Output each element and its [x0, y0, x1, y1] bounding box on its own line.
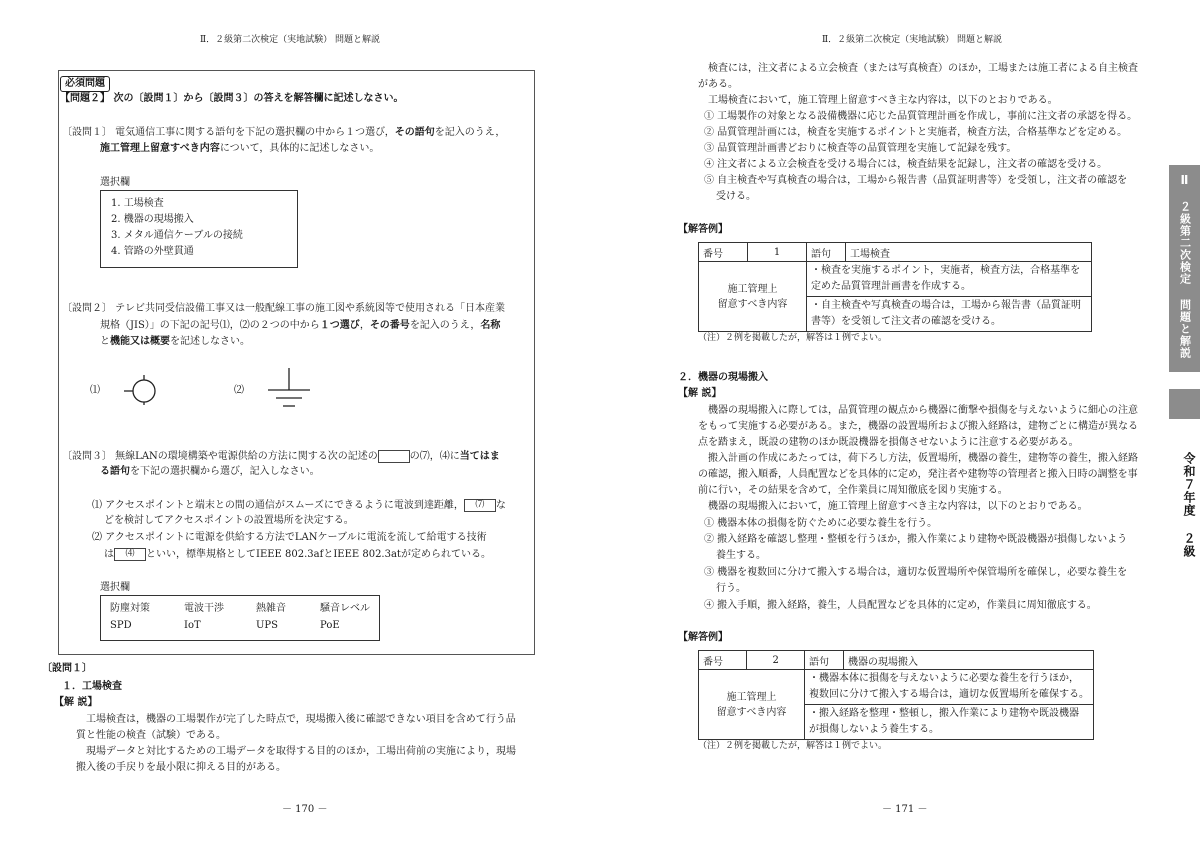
select-item-3: 3. メタル通信ケーブルの接続	[111, 230, 243, 241]
s1-text-e: について，具体的に記述しなさい。	[219, 143, 380, 154]
select-item-4: 4. 管路の外壁貫通	[111, 246, 194, 257]
s3-item1-text: ⑴ アクセスポイントと端末との間の通信がスムーズにできるように電波到達距離，	[92, 500, 464, 511]
content-line: ・機器本体に損傷を与えないように必要な養生を行うほか，	[808, 673, 1079, 684]
right-item-2: ② 品質管理計画には，検査を実施するポイントと実施者，検査方法，合格基準などを定める。	[704, 127, 1128, 138]
select-box-2	[100, 595, 380, 641]
s2-text-a: 規格（JIS）」の下記の記号⑴，⑵の２つの中から	[100, 320, 320, 331]
para-line: をもって実施する必要がある。また，機器の設置場所および搬入経路は，建物ごとに構造が異なる	[698, 421, 1138, 432]
s3-item1-line1	[92, 499, 506, 512]
option-interference: 電波干渉	[184, 603, 224, 614]
s1-line2	[100, 143, 379, 155]
antenna-symbol-icon	[124, 375, 164, 405]
para-line: 前に行い，その結果を含めて，全作業員に周知徹底を図り実施する。	[698, 485, 1008, 496]
right-item-5: ⑤ 自主検査や写真検査の場合は，工場から報告書（品質証明書等）を受領し，注文者の確認を	[704, 175, 1128, 186]
s2-text-d: その番号	[369, 320, 410, 331]
s3-text-c: 当てはま	[459, 451, 500, 462]
required-badge: 必須問題	[60, 76, 110, 92]
s1-text-b: その語句	[394, 127, 435, 138]
answer-content-2	[804, 705, 1093, 740]
running-header-left: Ⅱ．２級第二次検定（実地試験） 問題と解説	[200, 35, 380, 45]
content-line: が損傷しないよう養生する。	[808, 724, 939, 735]
point-label	[699, 262, 807, 332]
item2-2b: 養生する。	[716, 550, 766, 561]
para-1b: 質と性能の検査（試験）である。	[76, 730, 226, 741]
running-header-right: Ⅱ．２級第二次検定（実地試験） 問題と解説	[822, 35, 1002, 45]
word-value: 工場検査	[846, 243, 1092, 262]
num-value: 1	[748, 243, 807, 262]
right-item-3: ③ 品質管理計画書どおりに検査等の品質管理を実施して記録を残す。	[704, 143, 1017, 154]
s1-text-d: 施工管理上留意すべき内容	[100, 143, 220, 154]
s2-text-h: 機能又は概要	[110, 336, 170, 347]
option-poe: PoE	[320, 620, 340, 631]
para-2: 現場データと対比するための工場データを取得する目的のほか，工場出荷前の実施により，現場	[86, 746, 516, 757]
s3-text-d: る語句	[100, 466, 130, 477]
word-label: 語句	[804, 651, 843, 670]
option-spd: SPD	[110, 620, 132, 631]
word-value: 機器の現場搬入	[844, 651, 1094, 670]
num-value: 2	[747, 651, 805, 670]
s3-line2	[100, 466, 320, 478]
s3-item2-pre: は	[104, 549, 114, 560]
answer-heading: 〔設問１〕	[42, 663, 92, 674]
select-label-1: 選択欄	[100, 177, 130, 188]
s2-line2	[100, 320, 500, 332]
page-number-left: － 170 －	[282, 804, 328, 815]
question-frame	[58, 70, 535, 655]
s2-text-b: １つ選び	[319, 320, 360, 331]
para-line: の確認，搬入順番，人員配置などを具体的に定め，発注者や建物等の管理者と搬入日時の調整を事	[698, 469, 1138, 480]
right-item-1: ① 工場製作の対象となる設備機器に応じた品質管理計画を作成し，事前に注文者の承認を得る。	[704, 111, 1138, 122]
s2-line3	[100, 336, 250, 348]
s2-text-e: を記入のうえ，	[409, 320, 481, 331]
answer-table-2	[698, 650, 1094, 740]
para-line: 点を踏まえ，既設の建物のほか既設機器を損傷させないように注意する必要がある。	[698, 437, 1079, 448]
word-label: 語句	[807, 243, 846, 262]
s1-text-a: 〔設問１〕 電気通信工事に関する語句を下記の選択欄の中から１つ選び，	[62, 127, 395, 138]
side-tab-block	[1169, 389, 1200, 419]
content-line: 書等）を受領して注文者の確認を受ける。	[811, 316, 1001, 327]
content-line: ・搬入経路を整理・整頓し，搬入作業により建物や既設機器	[808, 708, 1079, 719]
symbol-1-label: ⑴	[90, 385, 100, 396]
s3-text-b: の⑺，⑷に	[409, 451, 460, 462]
option-ups: UPS	[256, 620, 279, 631]
point-label-2: 留意すべき内容	[716, 706, 787, 718]
kaisetsu-label-2: 【解 説】	[678, 388, 722, 399]
s2-text-f: 名称	[480, 320, 501, 331]
note-2: （注）２例を掲載したが，解答は１例でよい。	[698, 741, 888, 751]
item2-3: ③ 機器を複数回に分けて搬入する場合は，適切な仮置場所や保管場所を確保し，必要な養生を	[704, 567, 1128, 578]
point-label-1: 施工管理上	[727, 283, 778, 295]
blank-a-box: ⑺	[464, 499, 496, 512]
item2-1: ① 機器本体の損傷を防ぐために必要な養生を行う。	[704, 518, 938, 529]
s2-text-c: ，	[359, 320, 370, 331]
ground-symbol-icon	[266, 368, 312, 412]
right-item-4: ④ 注文者による立会検査を受ける場合には，検査結果を記録し，注文者の確認を受ける。	[704, 159, 1108, 170]
chapter-side-tab	[1169, 165, 1200, 372]
content-line: 複数回に分けて搬入する場合は，適切な仮置場所を確保する。	[808, 689, 1089, 700]
answer-content-1	[804, 670, 1093, 705]
option-iot: IoT	[184, 620, 201, 631]
answer-example-heading-1: 【解答例】	[678, 224, 728, 235]
s2-line1: 〔設問２〕 テレビ共同受信設備工事又は一般配線工事の施工図や系統図等で使用される「日本産業	[62, 303, 505, 314]
s3-item2-text: といい，標準規格としてIEEE 802.3afとIEEE 802.3atが定められている。	[146, 549, 491, 560]
num-label: 番号	[699, 651, 747, 670]
right-line-1: 検査には，注文者による立会検査（または写真検査）のほか，工場または施工者による自主検査	[708, 63, 1138, 74]
para-line: 搬入計画の作成にあたっては，荷下ろし方法，仮置場所，機器の養生，建物等の養生，搬入経路	[708, 453, 1138, 464]
para-line: 機器の現場搬入において，施工管理上留意すべき主な内容は，以下のとおりである。	[708, 501, 1088, 512]
answer-content-2	[807, 297, 1092, 332]
right-item-5b: 受ける。	[716, 191, 756, 202]
chapter-numeral: Ⅱ	[1180, 173, 1189, 187]
right-page	[600, 0, 1200, 848]
right-line-2: がある。	[698, 79, 738, 90]
item2-2: ② 搬入経路を確認し整理・整頓を行うほか，搬入作業により建物や既設機器が損傷しないよう	[704, 534, 1128, 545]
year-grade-vertical: 令和７年度 ２級	[1182, 452, 1196, 558]
q2-title	[60, 93, 403, 105]
symbol-2-label: ⑵	[234, 385, 244, 396]
s3-item2-line2	[104, 548, 491, 561]
s3-text-a: 〔設問３〕 無線LANの環境構築や電源供給の方法に関する次の記述の	[62, 451, 378, 462]
answer-example-heading-2: 【解答例】	[678, 632, 728, 643]
s3-text-e: を下記の選択欄から選び，記入しなさい。	[130, 466, 320, 477]
content-line: 定めた品質管理計画書を作成する。	[811, 281, 971, 292]
point-label	[699, 670, 805, 740]
right-line-3: 工場検査において，施工管理上留意すべき主な内容は，以下のとおりである。	[708, 95, 1058, 106]
para-2b: 搬入後の手戻りを最小限に抑える目的がある。	[76, 762, 286, 773]
num-label: 番号	[699, 243, 748, 262]
s1-text-c: を記入のうえ，	[434, 127, 506, 138]
answer-content-1	[807, 262, 1092, 297]
select-item-1: 1. 工場検査	[111, 198, 164, 209]
content-line: ・検査を実施するポイント，実施者，検査方法，合格基準を	[811, 265, 1081, 276]
blank-b-box: ⑷	[114, 548, 146, 561]
content-line: ・自主検査や写真検査の場合は，工場から報告書（品質証明	[811, 300, 1081, 311]
page-number-right: － 171 －	[882, 804, 928, 815]
section-2-heading: ２．機器の現場搬入	[678, 372, 768, 383]
s3-item1-tail: な	[495, 500, 506, 511]
item2-3b: 行う。	[716, 583, 746, 594]
blank-box	[378, 450, 410, 463]
q2-title-text: 【問題２】 次の〔設問１〕から〔設問３〕の答えを解答欄に記述しなさい。	[60, 93, 404, 104]
option-thermal-noise: 熱雑音	[256, 603, 286, 614]
s1-line1	[62, 127, 505, 139]
item2-4: ④ 搬入手順，搬入経路，養生，人員配置などを具体的に定め，作業員に周知徹底する。	[704, 600, 1097, 611]
point-label-1: 施工管理上	[726, 691, 777, 703]
answer-table-1	[698, 242, 1092, 332]
s3-line1	[62, 450, 500, 463]
chapter-title-vertical: ２級第二次検定 問題と解説	[1178, 201, 1192, 359]
s2-text-g: と	[100, 336, 110, 347]
select-item-2: 2. 機器の現場搬入	[111, 214, 194, 225]
s2-text-i: を記述しなさい。	[170, 336, 250, 347]
note-1: （注）２例を掲載したが，解答は１例でよい。	[698, 333, 888, 343]
point-label-2: 留意すべき内容	[717, 298, 788, 310]
kaisetsu-label: 【解 説】	[54, 697, 98, 708]
factory-inspection-heading: １．工場検査	[62, 681, 122, 692]
option-dustproof: 防塵対策	[110, 603, 150, 614]
s3-item1-line2: どを検討してアクセスポイントの設置場所を決定する。	[104, 515, 354, 526]
s3-item2-line1: ⑵ アクセスポイントに電源を供給する方法でLANケーブルに電流を流して給電する技術	[92, 532, 487, 543]
select-label-2: 選択欄	[100, 582, 130, 593]
option-noise-level: 騒音レベル	[320, 603, 370, 614]
para-line: 機器の現場搬入に際しては，品質管理の観点から機器に衝撃や損傷を与えないように細心の注意	[708, 405, 1138, 416]
para-1: 工場検査は，機器の工場製作が完了した時点で，現場搬入後に確認できない項目を含めて行う品	[86, 714, 516, 725]
